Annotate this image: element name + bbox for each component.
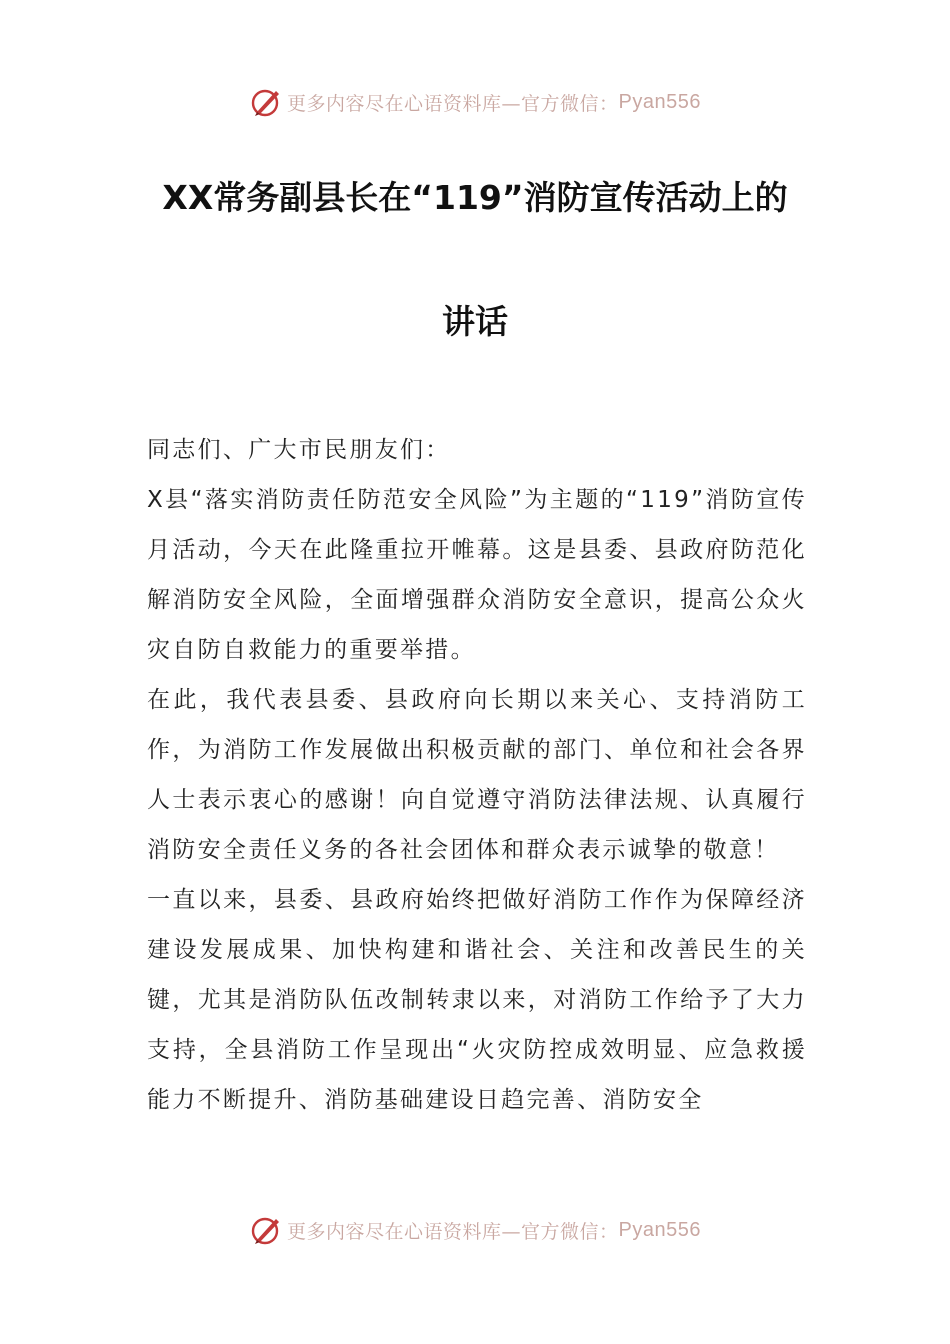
paragraph-2: 在此，我代表县委、县政府向长期以来关心、支持消防工作，为消防工作发展做出积极贡献的部门、单位和社会各界人士表示衷心的感谢！向自觉遵守消防法律法规、认真履行消防安全责任义务的各社会团体和群众表示诚挚的敬意！ bbox=[147, 687, 807, 863]
paragraph-salutation: 同志们、广大市民朋友们： bbox=[147, 437, 451, 463]
watermark-wechat: Pyan556 bbox=[618, 1218, 701, 1241]
paragraph-3: 一直以来，县委、县政府始终把做好消防工作作为保障经济建设发展成果、加快构建和谐社会、关注和改善民生的关键，尤其是消防队伍改制转隶以来，对消防工作给予了大力支持，全县消防工作呈现出“火灾防控成效明显、应急救援能力不断提升、消防基础建设日趋完善、消防安全 bbox=[147, 887, 807, 1113]
paragraph-1: X县“落实消防责任防范安全风险”为主题的“119”消防宣传月活动，今天在此隆重拉开帷幕。这是县委、县政府防范化解消防安全风险，全面增强群众消防安全意识，提高公众火灾自防自救能力的重要举措。 bbox=[147, 487, 807, 663]
pen-logo-icon bbox=[249, 85, 283, 119]
document-title-line2: 讲话 bbox=[442, 302, 508, 341]
watermark-header bbox=[0, 82, 950, 122]
watermark-footer bbox=[0, 1210, 950, 1250]
document-body bbox=[147, 425, 807, 1125]
watermark-wechat: Pyan556 bbox=[618, 90, 701, 113]
document-title-line1: XX常务副县长在“119”消防宣传活动上的 bbox=[162, 178, 788, 217]
watermark-text: 更多内容尽在心语资料库—官方微信： bbox=[287, 1220, 619, 1243]
watermark-text: 更多内容尽在心语资料库—官方微信： bbox=[287, 92, 619, 115]
pen-logo-icon bbox=[249, 1213, 283, 1247]
